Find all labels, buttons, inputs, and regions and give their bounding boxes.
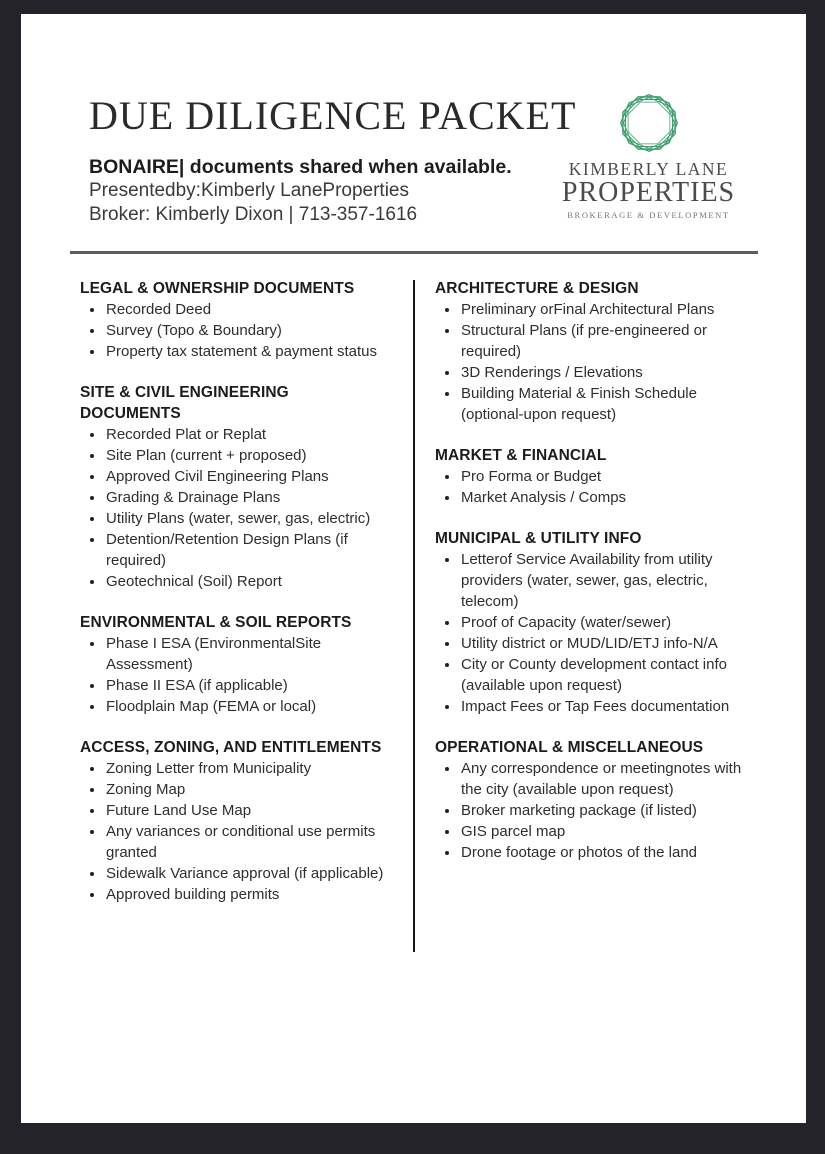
document-page	[21, 14, 806, 1123]
section	[80, 737, 393, 905]
list-item: Sidewalk Variance approval (if applicable)	[80, 863, 393, 884]
section	[435, 445, 762, 508]
list-item: Approved Civil Engineering Plans	[80, 466, 393, 487]
list-item: Utility Plans (water, sewer, gas, electric)	[80, 508, 393, 529]
section-list	[80, 299, 393, 362]
section	[435, 737, 762, 863]
list-item: Broker marketing package (if listed)	[435, 800, 762, 821]
section-heading: ARCHITECTURE & DESIGN	[435, 280, 639, 297]
presented-by-label: Presentedby:Kimberly LaneProperties	[89, 180, 410, 201]
list-item: City or County development contact info (available upon request)	[435, 654, 762, 696]
list-item: Site Plan (current + proposed)	[80, 445, 393, 466]
list-item: Utility district or MUD/LID/ETJ info-N/A	[435, 633, 762, 654]
list-item: Pro Forma or Budget	[435, 466, 762, 487]
section-heading: SITE & CIVIL ENGINEERING DOCUMENTS	[80, 384, 289, 422]
list-item: Property tax statement & payment status	[80, 341, 393, 362]
list-item: Approved building permits	[80, 884, 393, 905]
list-item: Building Material & Finish Schedule (optional-upon request)	[435, 383, 762, 425]
list-item: Zoning Map	[80, 779, 393, 800]
list-item: Phase I ESA (EnvironmentalSite Assessment)	[80, 633, 393, 675]
list-item: Floodplain Map (FEMA or local)	[80, 696, 393, 717]
octagon-logo-icon	[616, 90, 682, 156]
content-columns	[80, 278, 772, 952]
list-item: Impact Fees or Tap Fees documentation	[435, 696, 762, 717]
broker-label: Broker: Kimberly Dixon | 713-357-1616	[89, 204, 418, 225]
header-text-block	[89, 155, 512, 227]
list-item: Any correspondence or meetingnotes with the city (available upon request)	[435, 758, 762, 800]
section-heading: MARKET & FINANCIAL	[435, 447, 607, 464]
section-heading: MUNICIPAL & UTILITY INFO	[435, 530, 642, 547]
list-item: Survey (Topo & Boundary)	[80, 320, 393, 341]
list-item: Geotechnical (Soil) Report	[80, 571, 393, 592]
logo-name-line1: KIMBERLY LANE	[568, 159, 729, 179]
list-item: Detention/Retention Design Plans (if required)	[80, 529, 393, 571]
section	[435, 278, 762, 425]
section-list	[435, 758, 762, 863]
section-list	[435, 549, 762, 717]
list-item: 3D Renderings / Elevations	[435, 362, 762, 383]
property-label: BONAIRE| documents shared when available.	[89, 156, 512, 178]
list-item: Future Land Use Map	[80, 800, 393, 821]
page-title: DUE DILIGENCE PACKET	[89, 93, 577, 138]
list-item: Preliminary orFinal Architectural Plans	[435, 299, 762, 320]
list-item: Letterof Service Availability from utility providers (water, sewer, gas, electric, telecom)	[435, 549, 762, 612]
list-item: Any variances or conditional use permits granted	[80, 821, 393, 863]
company-logo	[561, 90, 736, 220]
section-heading: OPERATIONAL & MISCELLANEOUS	[435, 739, 704, 756]
list-item: Proof of Capacity (water/sewer)	[435, 612, 762, 633]
list-item: GIS parcel map	[435, 821, 762, 842]
section	[80, 278, 393, 362]
section-list	[435, 466, 762, 508]
logo-tagline: BROKERAGE & DEVELOPMENT	[567, 210, 730, 220]
section-list	[435, 299, 762, 425]
section-list	[80, 633, 393, 717]
list-item: Recorded Deed	[80, 299, 393, 320]
list-item: Phase II ESA (if applicable)	[80, 675, 393, 696]
list-item: Recorded Plat or Replat	[80, 424, 393, 445]
list-item: Market Analysis / Comps	[435, 487, 762, 508]
horizontal-rule	[70, 251, 758, 254]
list-item: Grading & Drainage Plans	[80, 487, 393, 508]
logo-name-line2: PROPERTIES	[561, 177, 736, 208]
list-item: Drone footage or photos of the land	[435, 842, 762, 863]
section	[80, 382, 393, 592]
right-column	[415, 278, 762, 952]
section-heading: ACCESS, ZONING, AND ENTITLEMENTS	[80, 739, 382, 756]
section-heading: ENVIRONMENTAL & SOIL REPORTS	[80, 614, 352, 631]
left-column	[80, 278, 413, 952]
list-item: Zoning Letter from Municipality	[80, 758, 393, 779]
section-list	[80, 758, 393, 905]
section-heading: LEGAL & OWNERSHIP DOCUMENTS	[80, 280, 355, 297]
section	[80, 612, 393, 717]
section-list	[80, 424, 393, 592]
section	[435, 528, 762, 717]
list-item: Structural Plans (if pre-engineered or required)	[435, 320, 762, 362]
